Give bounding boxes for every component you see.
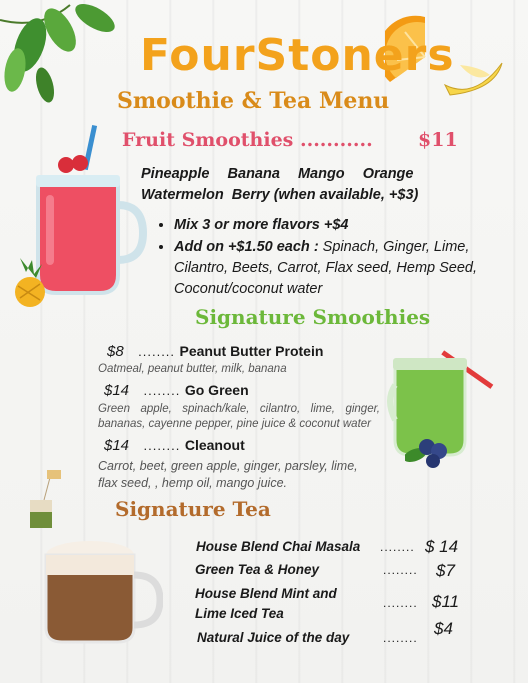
latte-mug-icon [38,530,163,645]
item-price: $8 [107,343,124,360]
flavor-item: Orange [362,166,414,182]
item-name: Go Green [184,382,249,398]
item-dots: ........ [143,438,181,453]
addon-option: • Add on +$1.50 each : Spinach, Ginger, Lime, Cilantro, Beets, Carrot, Flax seed, Hemp Seed, Coconut/coconut water [174,237,498,300]
flavor-list [141,164,471,206]
tea-item-dots: ........ [383,596,418,610]
item-name: Peanut Butter Protein [179,343,324,359]
item-name: Cleanout [184,437,245,453]
blueberries-icon [405,425,465,470]
flavor-item: Mango [297,166,345,182]
brand-title: FourStoners [140,30,455,81]
tea-item-price: $7 [436,561,455,580]
tea-item-name: Green Tea & Honey [195,562,320,577]
item-description: Oatmeal, peanut butter, milk, banana [98,363,287,375]
item-dots: ........ [143,383,181,398]
tea-item-dots: ........ [383,563,418,577]
tea-item-name: Natural Juice of the day [197,630,350,645]
tea-item-dots: ........ [380,540,415,554]
tea-item-price: $11 [432,592,460,611]
item-description: Green apple, spinach/kale, cilantro, lime, ginger, bananas, cayenne pepper, pine juice & coconut water [98,403,380,430]
item-description: Carrot, beet, green apple, ginger, parsley, lime, flax seed, , hemp oil, mango juice. [98,459,358,490]
signature-smoothies-heading: Signature Smoothies [195,305,431,329]
item-price: $14 [104,437,130,454]
tea-item-price: $4 [434,619,453,638]
fruit-smoothies-price: $11 [418,129,458,151]
list-item [98,437,384,492]
list-item [98,382,380,432]
menu-subtitle: Smoothie & Tea Menu [117,88,390,114]
leaves-icon [0,0,130,110]
fruit-smoothies-heading: Fruit Smoothies ........... [122,129,373,151]
tea-item-price: $ 14 [425,537,459,556]
signature-tea-heading: Signature Tea [115,497,271,521]
tea-item-name: House Blend Chai Masala [196,539,361,554]
flavor-item: Pineapple [141,166,210,182]
flavor-item: Banana [227,166,280,182]
flavor-row-2: Watermelon Berry (when available, +$3) [141,187,419,203]
tea-item-name: House Blend Mint and Lime Iced Tea [195,586,337,621]
mix-option: • Mix 3 or more flavors +$4 [174,215,498,236]
tea-bag-icon [22,470,67,535]
pineapple-icon [8,258,50,308]
tea-item-dots: ........ [383,631,418,645]
item-dots: ........ [138,344,176,359]
fruit-smoothie-options [158,215,498,301]
item-price: $14 [104,382,130,399]
list-item [98,343,407,377]
